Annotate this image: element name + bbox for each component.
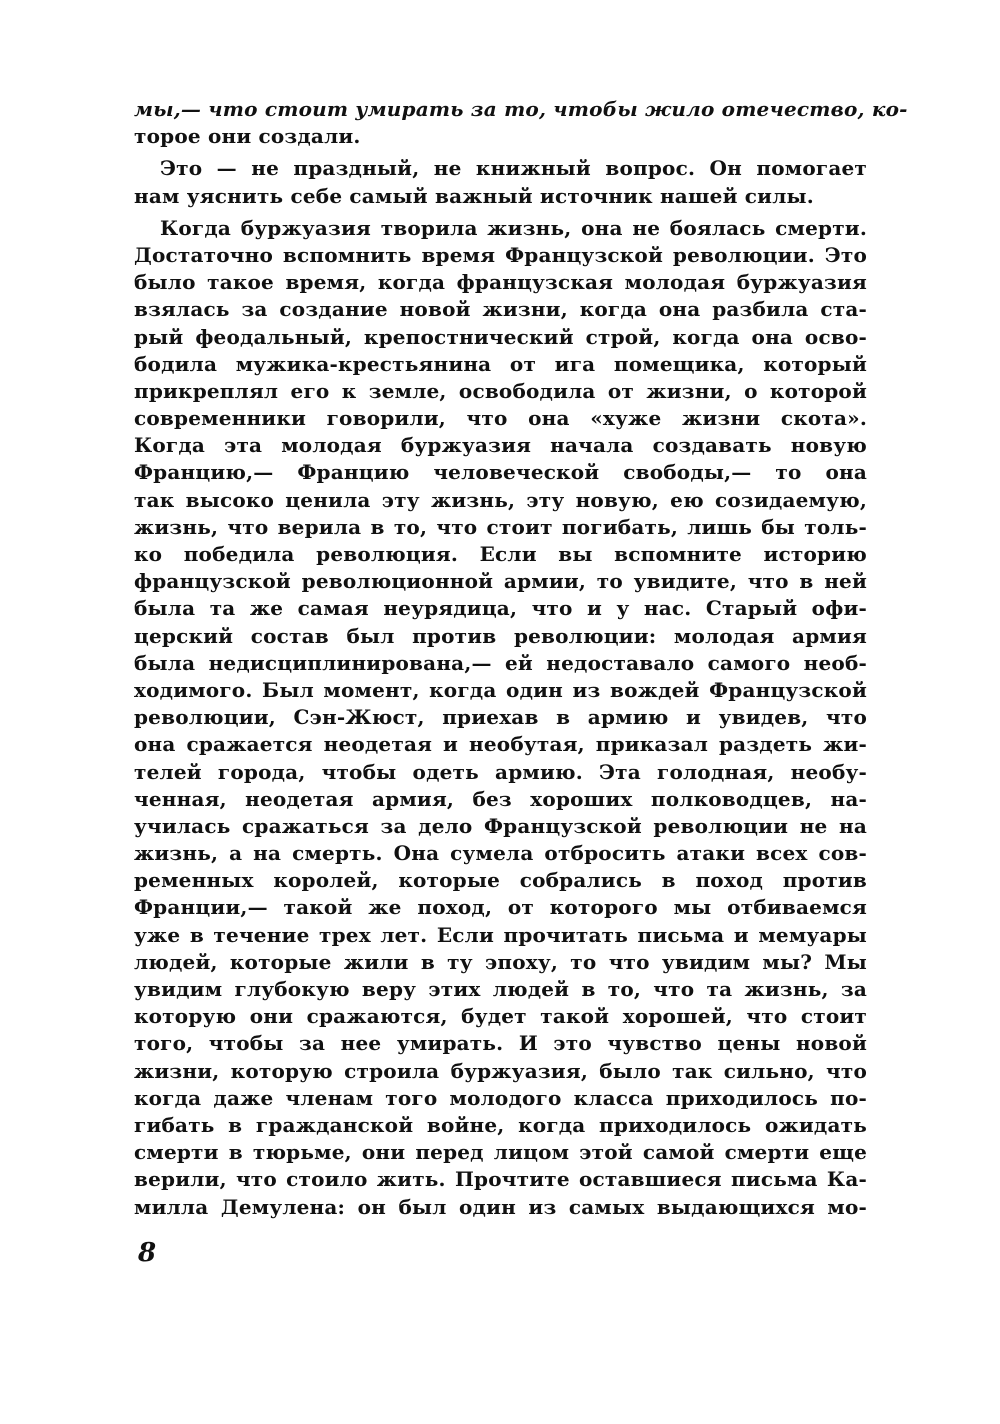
text-segment: училась сражаться за дело Французской революции не на: [134, 813, 867, 838]
text-line: [134, 1085, 867, 1112]
text-line: [134, 242, 867, 269]
text-line: [134, 1139, 867, 1166]
text-line: [134, 949, 867, 976]
text-line: [134, 378, 867, 405]
text-segment: церский состав был против революции: молодая армия: [134, 623, 867, 648]
text-segment: гибать в гражданской войне, когда приходилось ожидать: [134, 1112, 867, 1137]
page-body: [134, 96, 908, 1221]
text-line: [134, 324, 867, 351]
text-line: [134, 677, 867, 704]
text-line: [134, 867, 867, 894]
text-line: [134, 432, 867, 459]
text-line: [134, 155, 867, 182]
text-segment: Когда буржуазия творила жизнь, она не боялась смерти.: [160, 215, 867, 240]
text-segment: Достаточно вспомнить время Французской революции. Это: [134, 242, 867, 267]
text-segment: взялась за создание новой жизни, когда она разбила ста-: [134, 297, 867, 322]
text-segment: ченная, неодетая армия, без хороших полководцев, на-: [134, 786, 867, 811]
text-line: [134, 568, 867, 595]
text-line: [134, 269, 867, 296]
text-segment: смерти в тюрьме, они перед лицом этой самой смерти еще: [134, 1140, 867, 1165]
text-line: [134, 813, 867, 840]
text-segment: ходимого. Был момент, когда один из вождей Французской: [134, 677, 867, 702]
text-segment: людей, которые жили в ту эпоху, то что увидим мы? Мы: [134, 949, 867, 974]
text-segment: что стоит умирать за то, чтобы жило отечество, ко-: [208, 97, 908, 121]
text-segment: Это — не праздный, не книжный вопрос. Он помогает: [160, 156, 867, 181]
text-segment: современники говорили, что она «хуже жизни скота».: [134, 406, 867, 431]
text-segment: когда даже членам того молодого класса приходилось по-: [134, 1085, 867, 1110]
text-segment: она сражается неодетая и необутая, приказал раздеть жи-: [134, 732, 867, 757]
text-segment: Францию,— Францию человеческой свободы,— то она: [134, 460, 867, 485]
text-line: [134, 351, 867, 378]
text-line: [134, 514, 867, 541]
text-segment: увидим глубокую веру этих людей в то, что та жизнь, за: [134, 977, 867, 1001]
text-line: [134, 1003, 867, 1030]
text-segment: рый феодальный, крепостнический строй, когда она осво-: [134, 324, 867, 349]
text-segment: нам уяснить себе самый важный источник нашей силы.: [134, 183, 814, 208]
text-segment: Франции,— такой же поход, от которого мы отбиваемся: [134, 895, 867, 920]
text-segment: того, чтобы за нее умирать. И это чувство цены новой: [134, 1031, 867, 1056]
text-line: [134, 96, 908, 123]
text-line: [134, 541, 867, 568]
text-segment: ременных королей, которые собрались в поход против: [134, 868, 867, 893]
text-line: [134, 704, 867, 731]
page-number: 8: [138, 1238, 157, 1268]
text-line: [134, 1030, 867, 1057]
text-line: [134, 731, 867, 758]
text-line: [134, 183, 867, 210]
text-segment: бодила мужика-крестьянина от ига помещика, который: [134, 351, 867, 376]
text-line: [134, 487, 867, 514]
text-segment: жизнь, что верила в то, что стоит погибать, лишь бы толь-: [134, 514, 867, 539]
text-segment: так высоко ценила эту жизнь, эту новую, ею созидаемую,: [134, 487, 867, 512]
text-line: [134, 1112, 867, 1139]
text-segment: революции, Сэн-Жюст, приехав в армию и увидев, что: [134, 705, 867, 730]
text-segment: торое они создали.: [134, 124, 361, 149]
text-segment: было такое время, когда французская молодая буржуазия: [134, 270, 867, 295]
text-segment: уже в течение трех лет. Если прочитать письма и мемуары: [134, 922, 867, 947]
text-segment: мы,—: [134, 97, 209, 121]
text-segment: Когда эта молодая буржуазия начала создавать новую: [134, 433, 867, 458]
text-segment: жизни, которую строила буржуазия, было так сильно, что: [134, 1058, 867, 1083]
paragraph: [134, 155, 867, 209]
text-line: [134, 759, 867, 786]
text-segment: была недисциплинирована,— ей недоставало самого необ-: [134, 650, 867, 675]
text-segment: французской революционной армии, то увидите, что в ней: [134, 569, 867, 594]
text-line: [134, 786, 867, 813]
text-line: [134, 894, 867, 921]
text-segment: милла Демулена: он был один из самых выдающихся мо-: [134, 1194, 867, 1219]
text-line: [134, 123, 867, 150]
text-segment: верили, что стоило жить. Прочтите оставшиеся письма Ка-: [134, 1167, 867, 1192]
text-segment: ко победила революция. Если вы вспомните историю: [134, 542, 867, 566]
paragraph: [134, 215, 867, 1221]
text-line: [134, 595, 867, 622]
text-line: [134, 650, 867, 677]
text-segment: телей города, чтобы одеть армию. Эта голодная, необу-: [134, 759, 867, 784]
text-line: [134, 296, 867, 323]
text-line: [134, 1166, 867, 1193]
text-segment: была та же самая неурядица, что и у нас. Старый офи-: [134, 596, 867, 621]
text-line: [134, 623, 867, 650]
text-segment: прикреплял его к земле, освободила от жизни, о которой: [134, 378, 867, 403]
text-line: [134, 215, 867, 242]
paragraph: [134, 96, 908, 150]
text-line: [134, 922, 867, 949]
text-line: [134, 976, 867, 1003]
text-segment: которую они сражаются, будет такой хорошей, что стоит: [134, 1004, 867, 1029]
text-line: [134, 840, 867, 867]
text-line: [134, 405, 867, 432]
text-line: [134, 459, 867, 486]
text-line: [134, 1194, 867, 1221]
text-line: [134, 1058, 867, 1085]
text-segment: жизнь, а на смерть. Она сумела отбросить атаки всех сов-: [134, 841, 867, 866]
